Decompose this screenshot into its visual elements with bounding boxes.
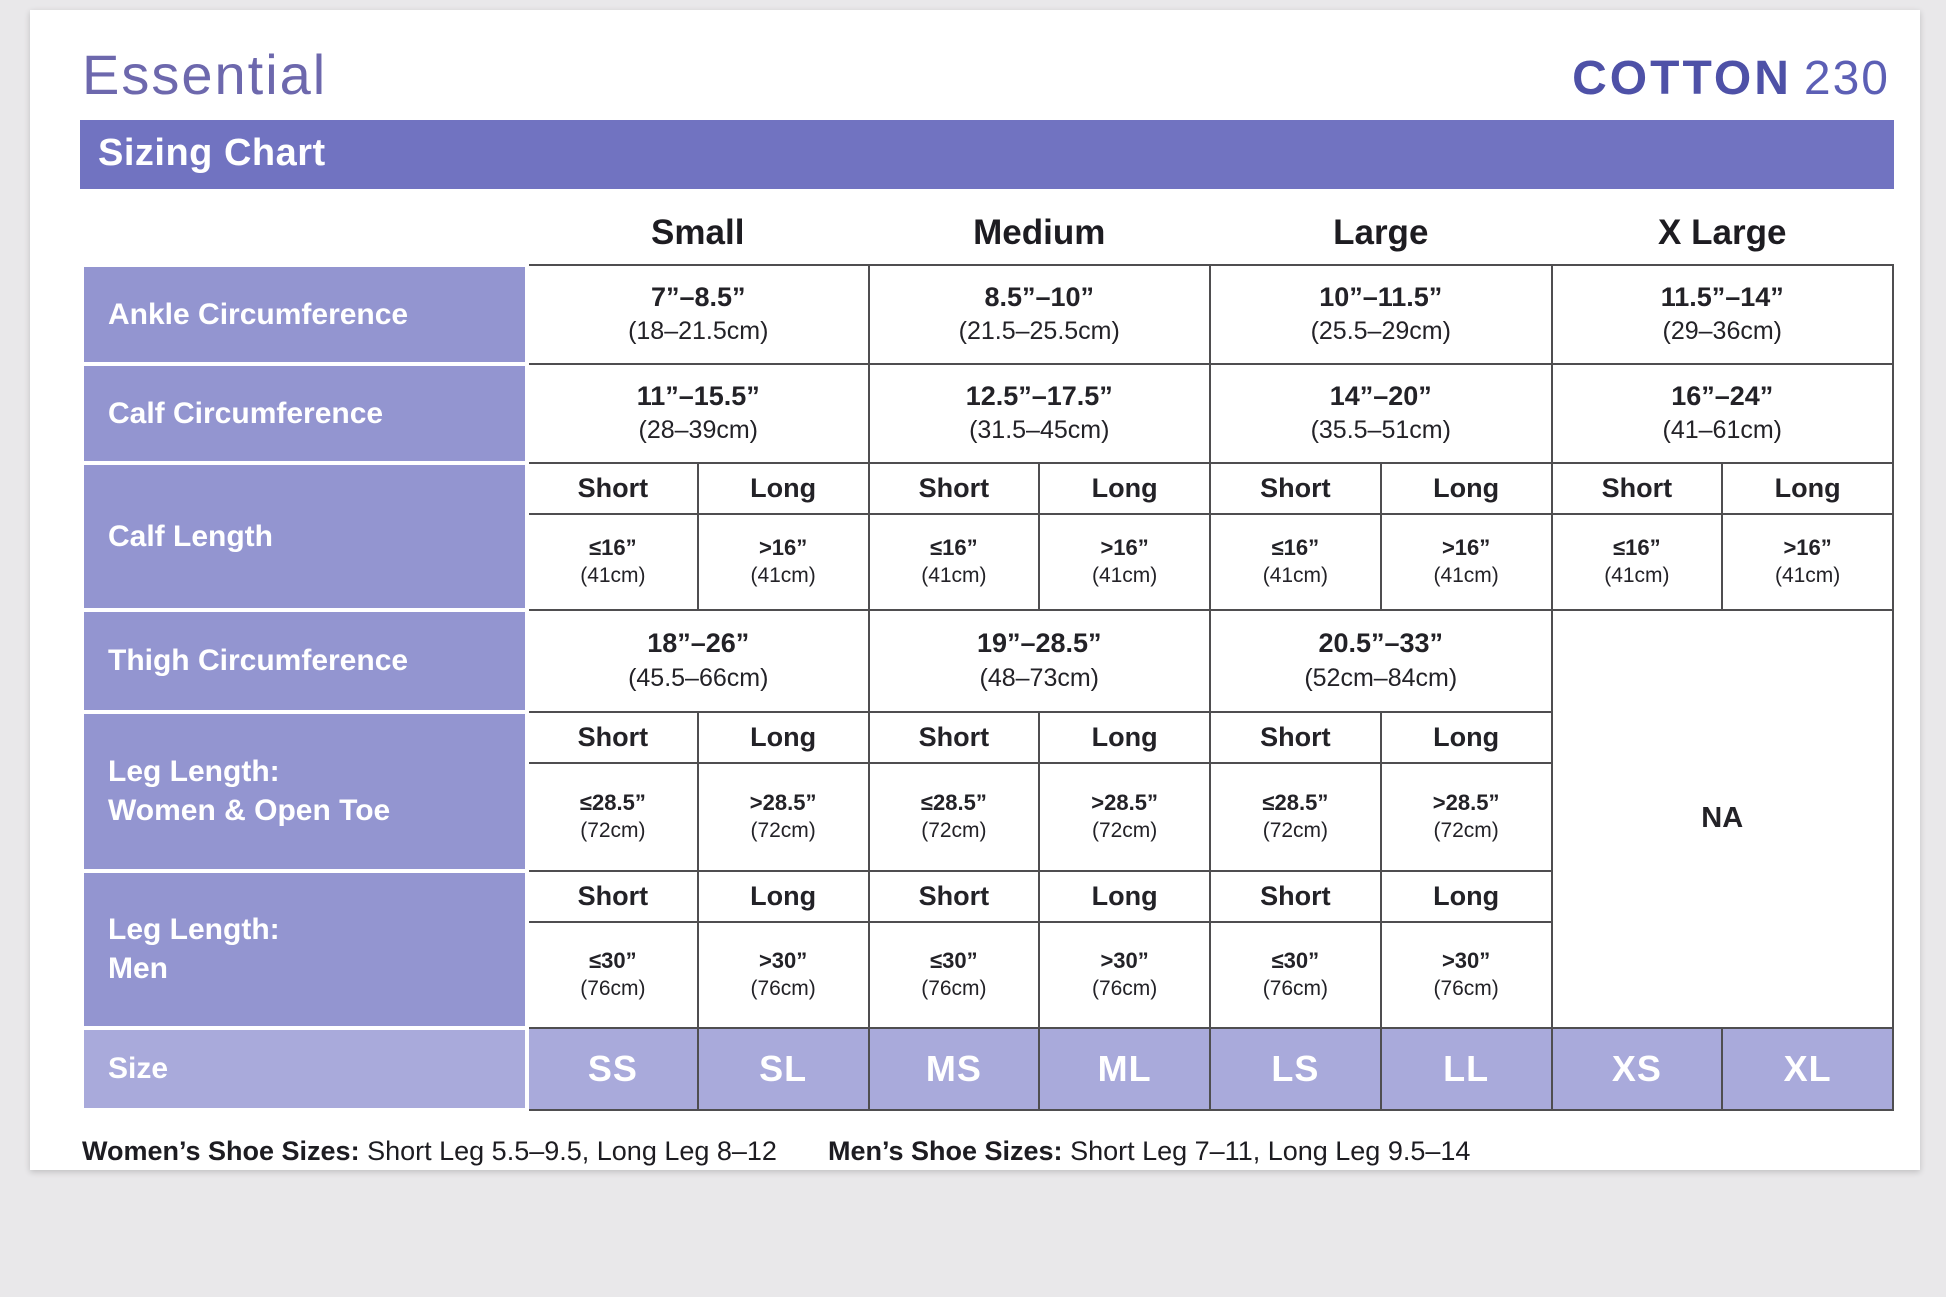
women-shoe-sizes-label: Women’s Shoe Sizes: xyxy=(82,1135,360,1166)
subheader-legwomen-0: Short xyxy=(527,712,698,763)
subheader-legmen-3: Long xyxy=(1039,871,1210,922)
subheader-calflength-0: Short xyxy=(527,463,698,514)
column-header-xlarge: X Large xyxy=(1552,207,1894,265)
column-header-small: Small xyxy=(527,207,869,265)
cell-calflength-6: ≤16” (41cm) xyxy=(1552,514,1723,610)
cell-xlarge-na: NA xyxy=(1552,610,1894,1028)
subheader-calflength-7: Long xyxy=(1722,463,1893,514)
section-banner: Sizing Chart xyxy=(80,120,1894,189)
cell-thigh-medium: 19”–28.5” (48–73cm) xyxy=(869,610,1211,712)
cell-thigh-small: 18”–26” (45.5–66cm) xyxy=(527,610,869,712)
cell-ankle-medium: 8.5”–10” (21.5–25.5cm) xyxy=(869,265,1211,364)
subheader-legmen-4: Short xyxy=(1210,871,1381,922)
sizing-table xyxy=(80,207,1894,1112)
cell-calflength-5: >16” (41cm) xyxy=(1381,514,1552,610)
thigh-row xyxy=(82,610,1893,712)
cell-legwomen-5: >28.5” (72cm) xyxy=(1381,763,1552,871)
men-shoe-sizes-label: Men’s Shoe Sizes: xyxy=(827,1135,1063,1166)
subheader-calflength-5: Long xyxy=(1381,463,1552,514)
shoe-sizes-footnote xyxy=(80,1136,1894,1167)
row-label-size: Size xyxy=(82,1028,527,1110)
size-column-header-row xyxy=(82,207,1893,265)
size-code-sl: SL xyxy=(698,1028,869,1110)
subheader-legwomen-3: Long xyxy=(1039,712,1210,763)
product-name: COTTON xyxy=(1572,51,1792,105)
cell-calflength-7: >16” (41cm) xyxy=(1722,514,1893,610)
cell-calflength-2: ≤16” (41cm) xyxy=(869,514,1040,610)
subheader-calflength-6: Short xyxy=(1552,463,1723,514)
sizing-chart-card xyxy=(30,10,1920,1170)
cell-legwomen-3: >28.5” (72cm) xyxy=(1039,763,1210,871)
cell-ankle-small: 7”–8.5” (18–21.5cm) xyxy=(527,265,869,364)
subheader-legmen-2: Short xyxy=(869,871,1040,922)
cell-calflength-4: ≤16” (41cm) xyxy=(1210,514,1381,610)
size-code-ms: MS xyxy=(869,1028,1040,1110)
product-title xyxy=(1572,53,1890,106)
men-shoe-sizes-value: Short Leg 7–11, Long Leg 9.5–14 xyxy=(1070,1135,1471,1166)
row-label-leg-men: Leg Length: Men xyxy=(82,871,527,1028)
row-label-leg-women: Leg Length: Women & Open Toe xyxy=(82,712,527,871)
cell-legmen-1: >30” (76cm) xyxy=(698,922,869,1028)
subheader-legwomen-5: Long xyxy=(1381,712,1552,763)
row-label-calf-length: Calf Length xyxy=(82,463,527,610)
calf-circumference-row xyxy=(82,364,1893,463)
cell-legmen-0: ≤30” (76cm) xyxy=(527,922,698,1028)
cell-ankle-large: 10”–11.5” (25.5–29cm) xyxy=(1210,265,1552,364)
cell-calfcirc-large: 14”–20” (35.5–51cm) xyxy=(1210,364,1552,463)
cell-calfcirc-small: 11”–15.5” (28–39cm) xyxy=(527,364,869,463)
cell-legwomen-2: ≤28.5” (72cm) xyxy=(869,763,1040,871)
product-number: 230 xyxy=(1803,51,1890,105)
column-header-large: Large xyxy=(1210,207,1552,265)
size-code-ml: ML xyxy=(1039,1028,1210,1110)
subheader-legwomen-1: Long xyxy=(698,712,869,763)
cell-legmen-2: ≤30” (76cm) xyxy=(869,922,1040,1028)
women-shoe-sizes-value: Short Leg 5.5–9.5, Long Leg 8–12 xyxy=(367,1135,777,1166)
subheader-legmen-1: Long xyxy=(698,871,869,922)
size-code-ls: LS xyxy=(1210,1028,1381,1110)
size-row xyxy=(82,1028,1893,1110)
subheader-calflength-4: Short xyxy=(1210,463,1381,514)
subheader-calflength-2: Short xyxy=(869,463,1040,514)
subheader-legmen-0: Short xyxy=(527,871,698,922)
cell-legwomen-1: >28.5” (72cm) xyxy=(698,763,869,871)
cell-calflength-0: ≤16” (41cm) xyxy=(527,514,698,610)
brand-title: Essential xyxy=(82,43,328,106)
subheader-legwomen-2: Short xyxy=(869,712,1040,763)
subheader-calflength-3: Long xyxy=(1039,463,1210,514)
cell-ankle-xlarge: 11.5”–14” (29–36cm) xyxy=(1552,265,1894,364)
calf-length-subheader-row xyxy=(82,463,1893,514)
row-label-ankle: Ankle Circumference xyxy=(82,265,527,364)
size-code-xs: XS xyxy=(1552,1028,1723,1110)
cell-legwomen-4: ≤28.5” (72cm) xyxy=(1210,763,1381,871)
subheader-legmen-5: Long xyxy=(1381,871,1552,922)
cell-calfcirc-medium: 12.5”–17.5” (31.5–45cm) xyxy=(869,364,1211,463)
cell-legmen-5: >30” (76cm) xyxy=(1381,922,1552,1028)
row-label-thigh: Thigh Circumference xyxy=(82,610,527,712)
cell-thigh-large: 20.5”–33” (52cm–84cm) xyxy=(1210,610,1552,712)
cell-legwomen-0: ≤28.5” (72cm) xyxy=(527,763,698,871)
size-code-xl: XL xyxy=(1722,1028,1893,1110)
subheader-legwomen-4: Short xyxy=(1210,712,1381,763)
title-row xyxy=(80,40,1894,106)
cell-legmen-4: ≤30” (76cm) xyxy=(1210,922,1381,1028)
column-header-medium: Medium xyxy=(869,207,1211,265)
corner-cell xyxy=(82,207,527,265)
cell-calfcirc-xlarge: 16”–24” (41–61cm) xyxy=(1552,364,1894,463)
cell-calflength-1: >16” (41cm) xyxy=(698,514,869,610)
cell-legmen-3: >30” (76cm) xyxy=(1039,922,1210,1028)
ankle-row xyxy=(82,265,1893,364)
cell-calflength-3: >16” (41cm) xyxy=(1039,514,1210,610)
row-label-calf-circumference: Calf Circumference xyxy=(82,364,527,463)
size-code-ss: SS xyxy=(527,1028,698,1110)
subheader-calflength-1: Long xyxy=(698,463,869,514)
size-code-ll: LL xyxy=(1381,1028,1552,1110)
